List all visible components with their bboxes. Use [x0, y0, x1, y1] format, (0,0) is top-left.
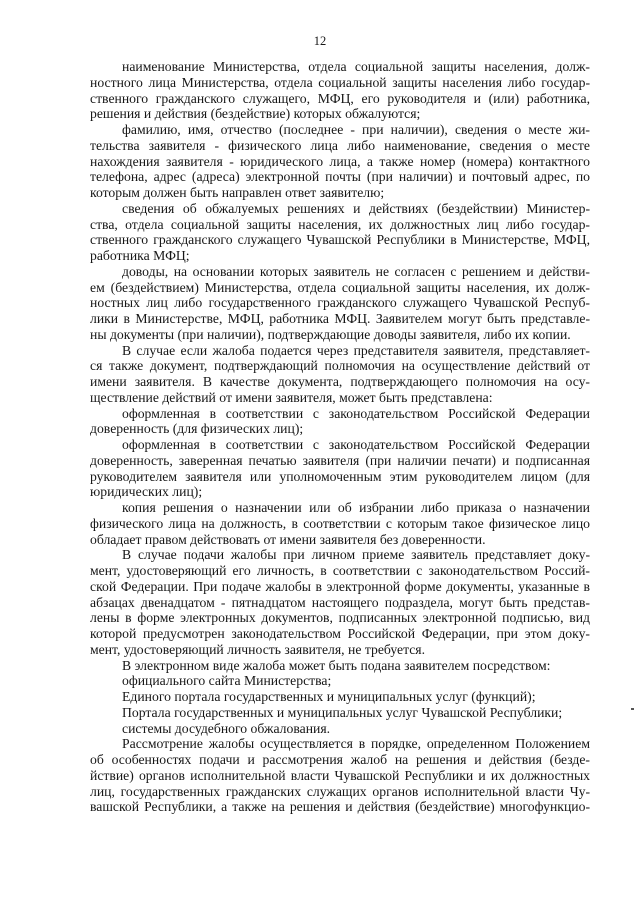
text-line: имени заявителя. В качестве документа, подтверждающего полномочия на осу-	[90, 374, 590, 389]
text-line: ства, отдела социальной защиты населения, их должностных лиц либо государ-	[90, 216, 590, 232]
text-line: Портала государственных и муниципальных услуг Чувашской Республики;	[122, 704, 563, 720]
page-number: 12	[313, 34, 327, 48]
text-line: телефона, адрес (адреса) электронной почты (при наличии) и почтовый адрес, по	[90, 169, 590, 185]
text-line: вашской Республики, а также на решения и действия (бездействие) многофункцио-	[90, 799, 590, 815]
text-line: ностных лиц либо государственного гражданского служащего Чувашской Респуб-	[90, 295, 590, 311]
text-line: лики в Министерстве, МФЦ, работника МФЦ. Заявителем могут быть представле-	[90, 311, 590, 326]
text-line: обладает правом действовать от имени заявителя без доверенности.	[90, 531, 486, 547]
margin-mark	[631, 708, 634, 710]
text-line: лиц, государственных гражданских служащих органов исполнительной власти Чу-	[90, 783, 590, 799]
text-line: официального сайта Министерства;	[122, 673, 332, 689]
text-line: ществление действий от имени заявителя, может быть представлена:	[90, 389, 493, 405]
text-line: работника МФЦ;	[90, 248, 190, 263]
text-line: наименование Министерства, отдела социальной защиты населения, долж-	[122, 59, 590, 74]
text-line: сведения об обжалуемых решениях и действиях (бездействии) Министер-	[122, 200, 590, 216]
text-line: которой предусмотрен законодательством Российской Федерации, при этом доку-	[90, 626, 590, 641]
text-line: В случае подачи жалобы при личном приеме заявитель представляет доку-	[122, 547, 590, 563]
text-line: В электронном виде жалоба может быть подана заявителем посредством:	[122, 657, 551, 673]
text-line: об особенностях подачи и рассмотрения жалоб на решения и действия (безде-	[90, 752, 590, 767]
text-line: нахождения заявителя - юридического лица, а также номер (номера) контактного	[90, 153, 590, 169]
text-line: которым должен быть направлен ответ заявителю;	[90, 185, 385, 200]
text-line: ны документы (при наличии), подтверждающие доводы заявителя, либо их копии.	[90, 326, 571, 342]
text-line: Рассмотрение жалобы осуществляется в порядке, определенном Положением	[122, 736, 590, 752]
text-line: абзацах двенадцатом - пятнадцатом настоящего подраздела, могут быть представ-	[90, 594, 590, 610]
text-line: йствие) органов исполнительной власти Чувашской Республики и их должностных	[90, 767, 590, 783]
text-line: доводы, на основании которых заявитель не согласен с решением и действи-	[122, 263, 590, 279]
text-line: фамилию, имя, отчество (последнее - при наличии), сведения о месте жи-	[122, 122, 590, 137]
text-line: ся также документ, подтверждающий полномочия на осуществление действий от	[90, 358, 590, 374]
text-line: оформленная в соответствии с законодательством Российской Федерации	[122, 405, 590, 421]
text-line: В случае если жалоба подается через представителя заявителя, представляет-	[122, 342, 590, 358]
text-line: системы досудебного обжалования.	[122, 720, 331, 736]
text-line: ственного гражданского служащего, МФЦ, его руководителя и (или) работника,	[90, 90, 590, 106]
text-line: решения и действия (бездействие) которых обжалуются;	[90, 106, 421, 122]
text-line: лены в форме электронных документов, подписанных электронной подписью, вид	[90, 610, 590, 626]
text-line: копия решения о назначении или об избрании либо приказа о назначении	[122, 500, 590, 515]
text-line: ственного гражданского служащего Чувашской Республики в Министерстве, МФЦ,	[90, 232, 590, 248]
document-body	[90, 59, 590, 815]
text-line: ской Федерации. При подаче жалобы в электронной форме документы, указанные в	[90, 578, 590, 594]
text-line: Единого портала государственных и муниципальных услуг (функций);	[122, 689, 536, 704]
text-line: мент, удостоверяющий личность заявителя, не требуется.	[90, 641, 426, 657]
text-line: ем (бездействием) Министерства, отдела социальной защиты населения, их долж-	[90, 279, 590, 295]
text-line: оформленная в соответствии с законодательством Российской Федерации	[122, 437, 590, 452]
text-line: физического лица на должность, в соответствии с которым такое физическое лицо	[90, 515, 590, 531]
text-line: доверенность, заверенная печатью заявителя (при наличии печати) и подписанная	[90, 452, 590, 468]
text-line: ностного лица Министерства, отдела социальной защиты населения либо государ-	[90, 74, 590, 90]
text-line: доверенность (для физических лиц);	[90, 421, 304, 437]
text-line: мент, удостоверяющий его личность, в соответствии с законодательством Россий-	[90, 563, 590, 578]
text-line: юридических лиц);	[90, 484, 203, 500]
text-line: тельства заявителя - физического лица либо наименование, сведения о месте	[90, 137, 590, 153]
text-line: руководителем заявителя или уполномоченным этим руководителем лицом (для	[90, 468, 590, 484]
